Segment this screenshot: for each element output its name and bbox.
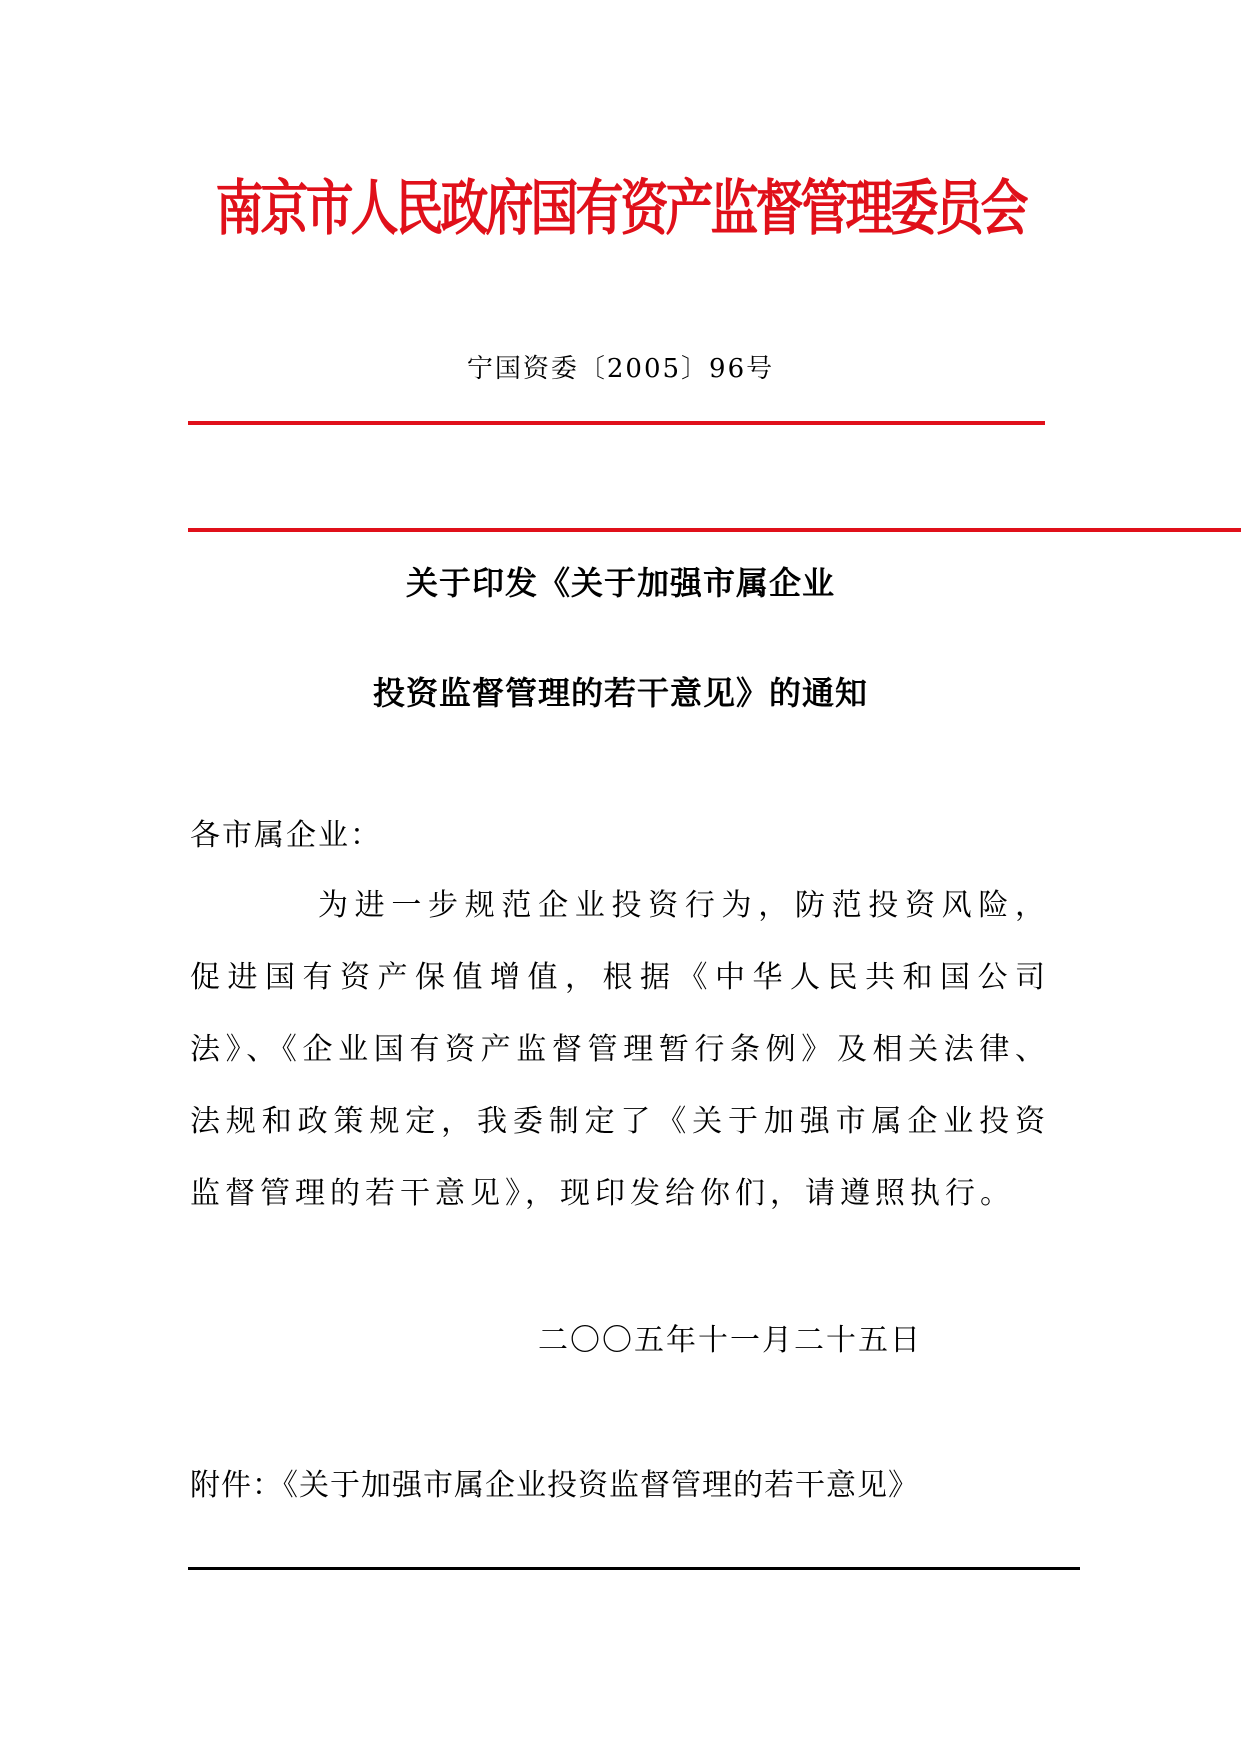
notice-body-paragraph: 为进一步规范企业投资行为，防范投资风险，促进国有资产保值增值，根据《中华人民共和国公司法》、《企业国有资产监督管理暂行条例》及相关法律、法规和政策规定，我委制定了《关于加强市属企业投资监督管理的若干意见》，现印发给你们，请遵照执行。 [190, 888, 1050, 1211]
red-separator-rule-upper [188, 421, 1045, 425]
footer-black-rule [188, 1567, 1080, 1570]
issue-date: 二〇〇五年十一月二十五日 [538, 1323, 922, 1358]
notice-title-line-1: 关于印发《关于加强市属企业 [405, 564, 835, 602]
salutation: 各市属企业： [190, 818, 382, 853]
attachment-line: 附件：《关于加强市属企业投资监督管理的若干意见》 [190, 1468, 919, 1503]
notice-title-line-2: 投资监督管理的若干意见》的通知 [372, 674, 868, 712]
document-number: 宁国资委〔2005〕96号 [466, 354, 775, 384]
red-separator-rule-lower [188, 528, 1241, 532]
issuing-organization-header: 南京市人民政府国有资产监督管理委员会 [215, 173, 1026, 244]
